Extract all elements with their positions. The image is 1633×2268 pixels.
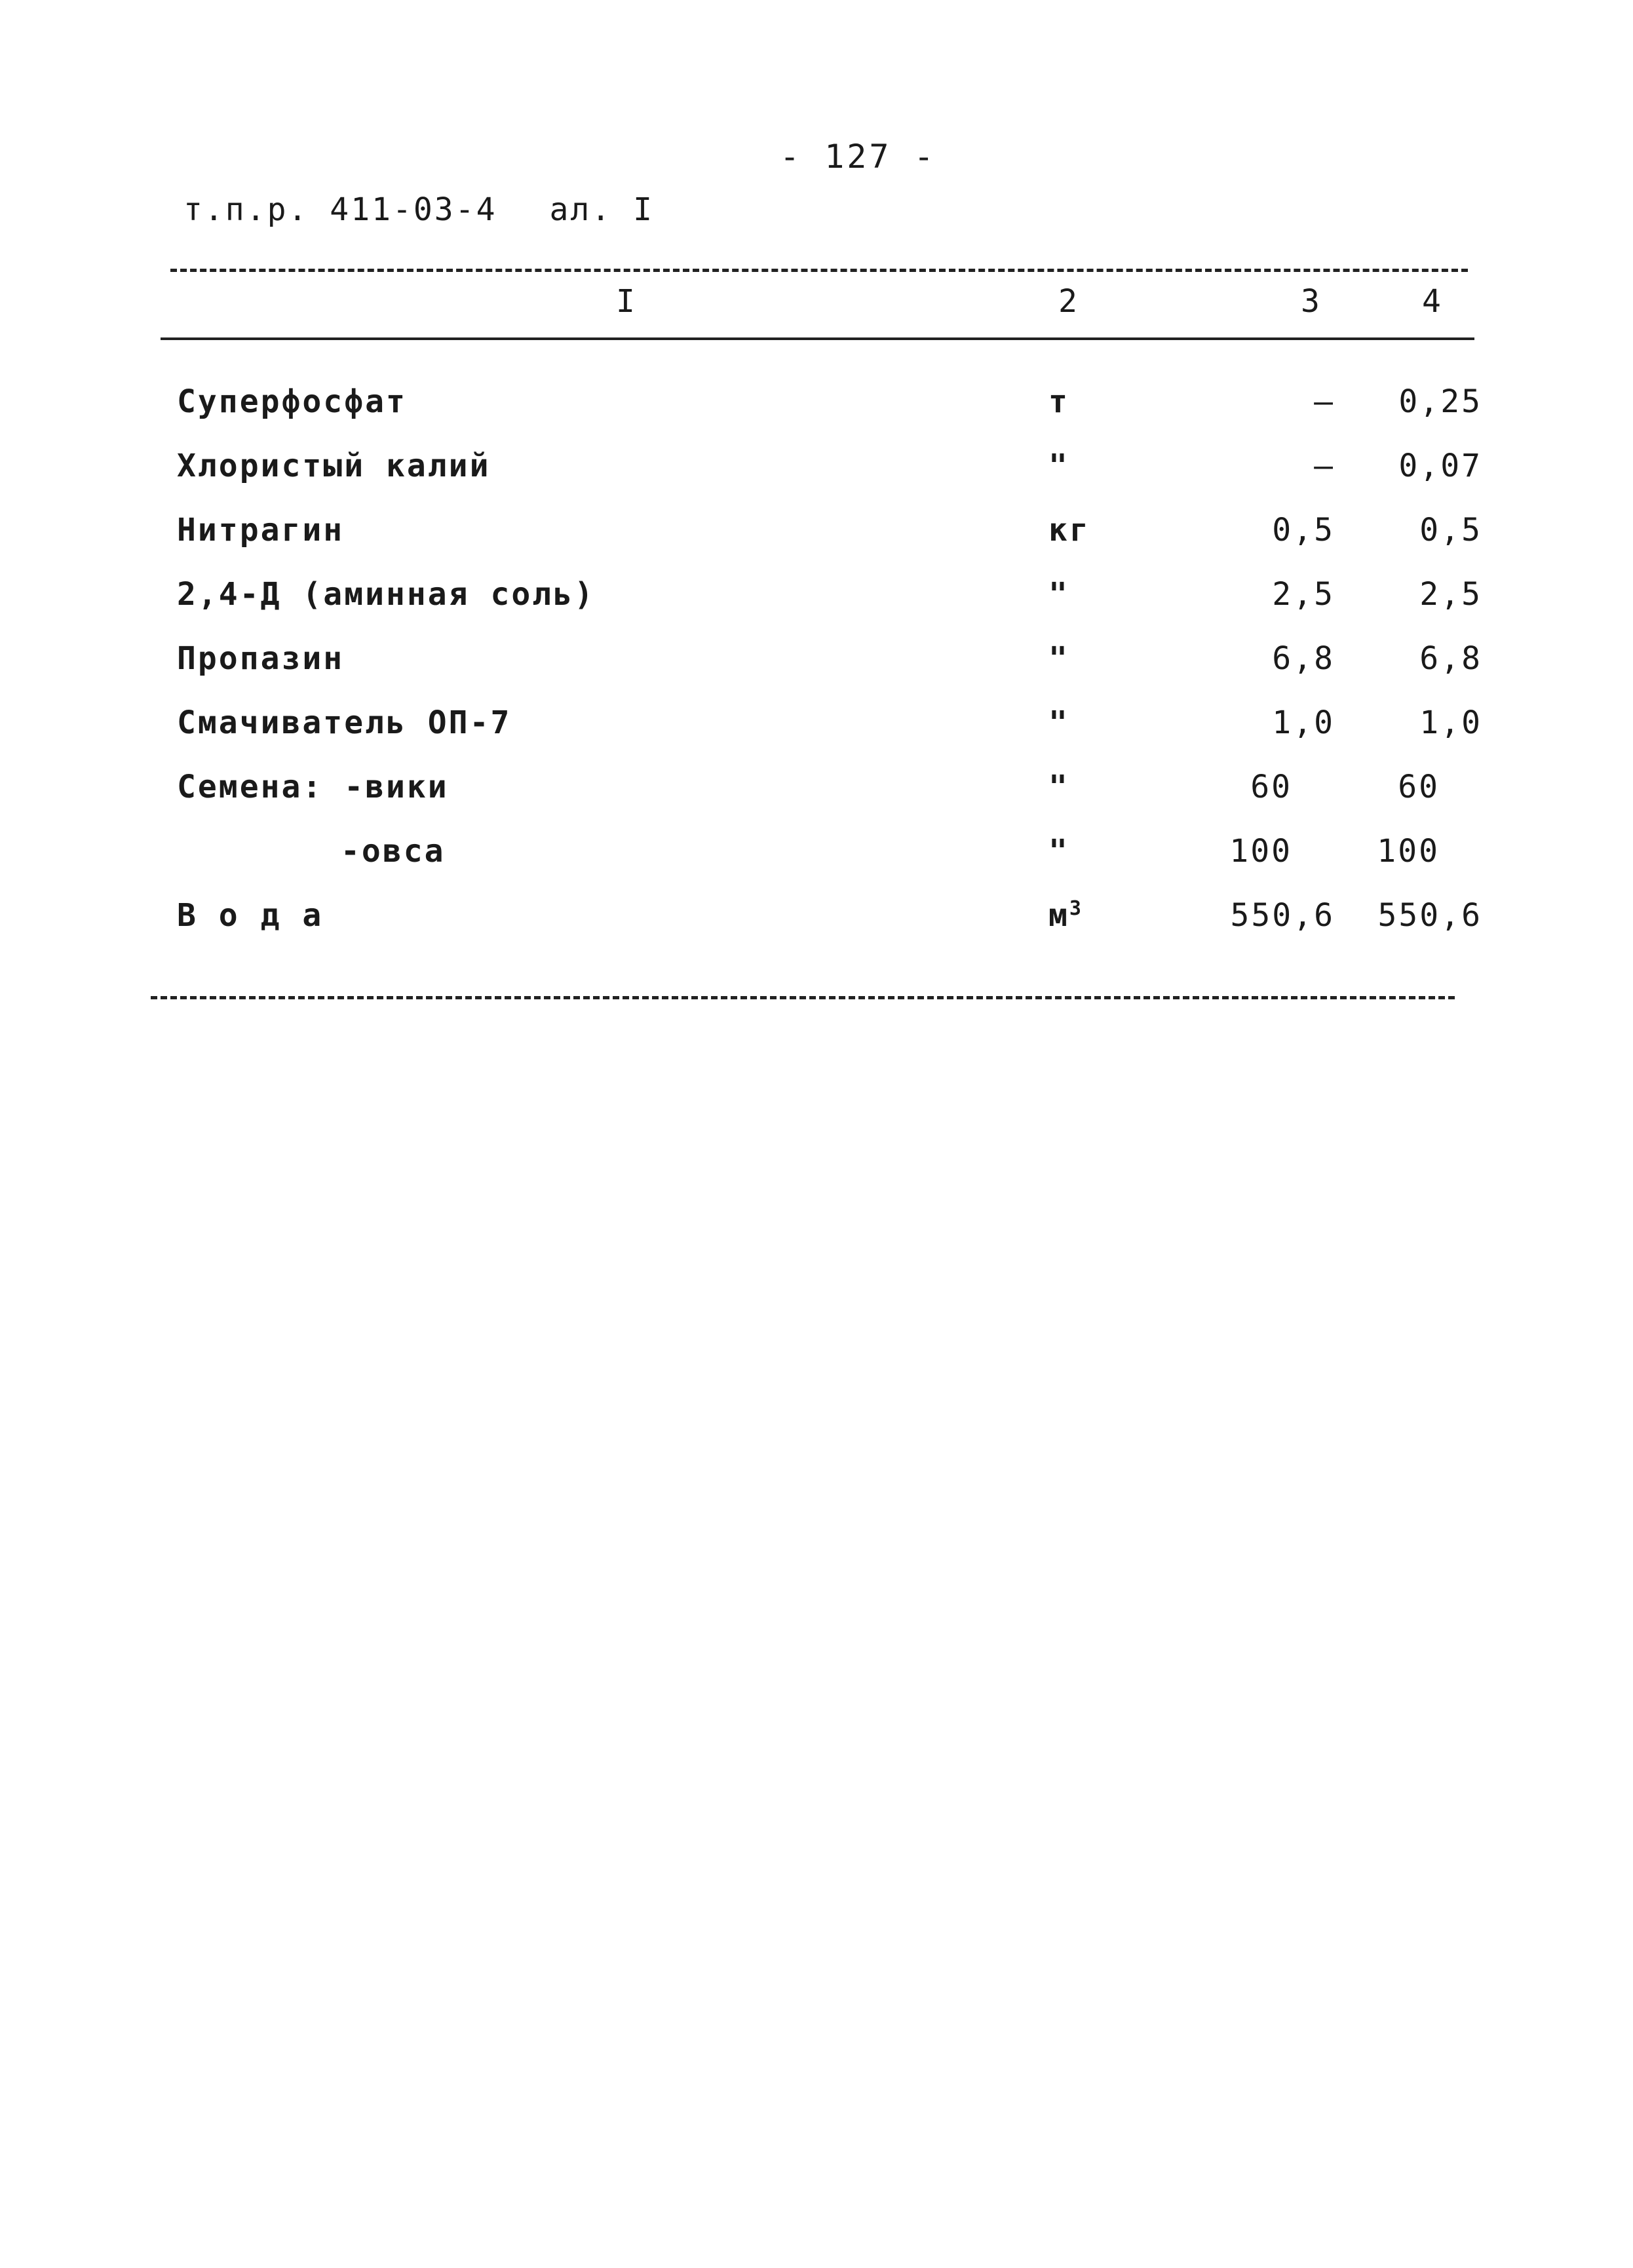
document-reference [183, 191, 654, 228]
row-col3: 100 [1229, 833, 1292, 870]
row-name: -овса [341, 833, 446, 870]
row-unit: " [1048, 833, 1069, 870]
row-unit: " [1048, 448, 1069, 484]
header-col-1: I [616, 283, 637, 320]
row-col4: 60 [1398, 769, 1440, 805]
row-col4: 0,07 [1398, 448, 1482, 484]
row-name: Хлористый калий [177, 448, 491, 484]
document-code: т.п.р. 411-03-4 [183, 191, 497, 228]
row-col3: 2,5 [1272, 576, 1335, 613]
row-name: Смачиватель ОП-7 [177, 704, 512, 741]
page-number: - 127 - [780, 138, 936, 176]
row-col4: 6,8 [1419, 640, 1482, 677]
row-name: Нитрагин [177, 512, 345, 548]
header-col-2: 2 [1058, 283, 1079, 320]
header-col-4: 4 [1422, 283, 1443, 320]
table-top-rule [170, 269, 1468, 272]
row-unit: кг [1048, 512, 1090, 548]
row-name: Семена: -вики [177, 769, 449, 805]
table-header-row [0, 283, 1633, 329]
row-unit: " [1048, 769, 1069, 805]
row-col4: 2,5 [1419, 576, 1482, 613]
row-col4: 0,5 [1419, 512, 1482, 548]
row-unit: " [1048, 640, 1069, 677]
row-col3: 60 [1250, 769, 1292, 805]
row-col3: 1,0 [1272, 704, 1335, 741]
row-name: В о д а [177, 897, 324, 934]
table-row [0, 640, 1633, 686]
table-row [0, 383, 1633, 429]
row-unit: " [1048, 704, 1069, 741]
table-row [0, 704, 1633, 750]
row-col3: – [1314, 448, 1335, 484]
row-unit: " [1048, 576, 1069, 613]
row-col4: 1,0 [1419, 704, 1482, 741]
row-name: 2,4-Д (аминная соль) [177, 576, 595, 613]
row-name: Пропазин [177, 640, 345, 677]
header-col-3: 3 [1301, 283, 1322, 320]
row-unit: $м^3$ [1048, 897, 1083, 934]
row-col3: 550,6 [1230, 897, 1335, 934]
table-row [0, 833, 1633, 879]
table-header-rule [161, 337, 1474, 340]
row-name: Суперфосфат [177, 383, 407, 420]
table-bottom-rule [151, 996, 1455, 999]
row-col4: 0,25 [1398, 383, 1482, 420]
row-col3: 0,5 [1272, 512, 1335, 548]
document-sheet: ал. I [549, 191, 654, 228]
table-row [0, 512, 1633, 558]
row-unit: т [1048, 383, 1069, 420]
row-col4: 550,6 [1377, 897, 1482, 934]
table-row [0, 769, 1633, 815]
table-row [0, 576, 1633, 622]
row-col3: – [1314, 383, 1335, 420]
table-row [0, 448, 1633, 493]
table-row [0, 897, 1633, 943]
row-col4: 100 [1377, 833, 1440, 870]
row-col3: 6,8 [1272, 640, 1335, 677]
